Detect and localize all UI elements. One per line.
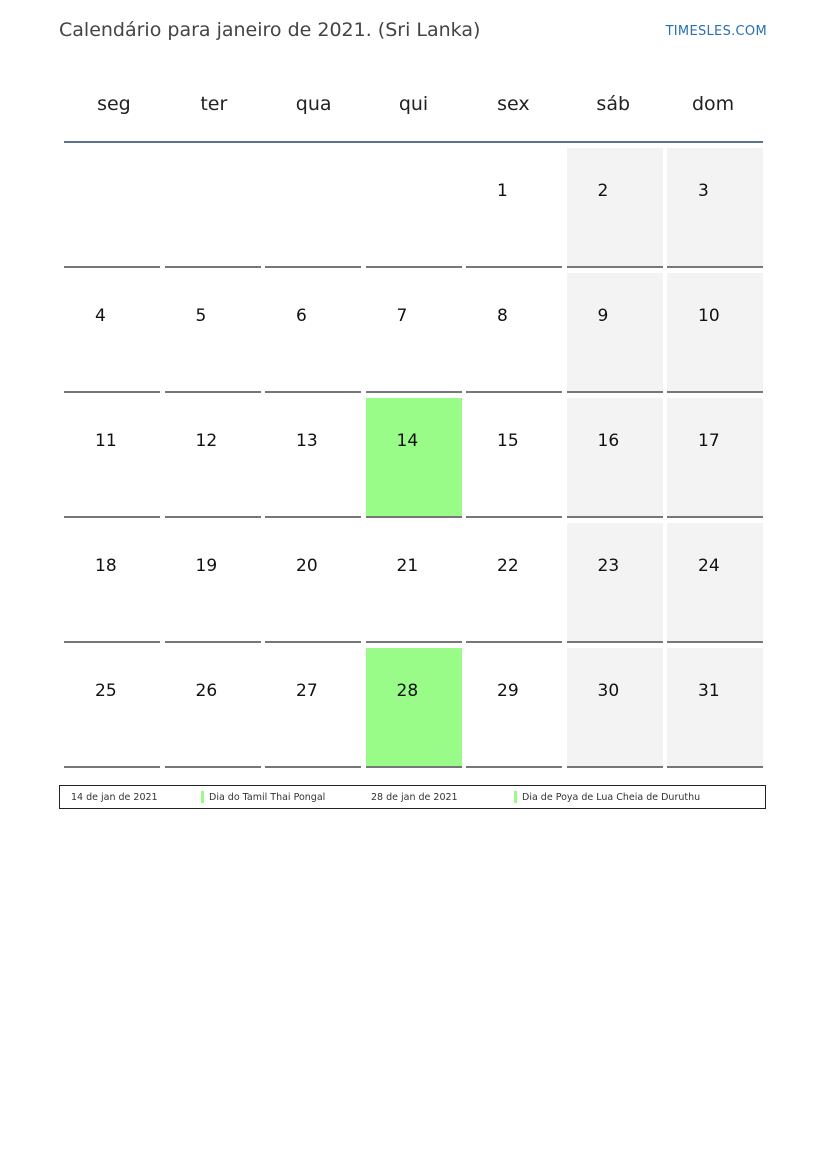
- day-cell-12[interactable]: [165, 398, 261, 518]
- day-number: 22: [497, 556, 519, 576]
- week-row: [64, 273, 763, 393]
- legend-swatch-1: [201, 791, 204, 803]
- day-number: 10: [698, 306, 720, 326]
- day-cell-25[interactable]: [64, 648, 160, 768]
- day-number: 17: [698, 431, 720, 451]
- day-cell-15[interactable]: [466, 398, 562, 518]
- empty-day-cell: [165, 148, 261, 268]
- legend-holiday-name-2: Dia de Poya de Lua Cheia de Duruthu: [522, 792, 701, 803]
- day-cell-23[interactable]: [567, 523, 663, 643]
- week-row: [64, 523, 763, 643]
- day-number: 24: [698, 556, 720, 576]
- day-number: 14: [396, 431, 419, 451]
- day-cell-30[interactable]: [567, 648, 663, 768]
- legend-swatch-2: [514, 791, 517, 803]
- day-cell-26[interactable]: [165, 648, 261, 768]
- holiday-legend: [59, 785, 766, 809]
- day-cell-1[interactable]: [466, 148, 562, 268]
- day-number: 7: [396, 306, 408, 326]
- day-cell-5[interactable]: [165, 273, 261, 393]
- day-cell-31[interactable]: [667, 648, 763, 768]
- day-number: 15: [497, 431, 519, 451]
- day-cell-24[interactable]: [667, 523, 763, 643]
- day-cell-16[interactable]: [567, 398, 663, 518]
- calendar-grid: [64, 75, 763, 773]
- day-cell-28[interactable]: [366, 648, 462, 768]
- day-cell-9[interactable]: [567, 273, 663, 393]
- legend-date-1: 14 de jan de 2021: [71, 792, 158, 803]
- weeks-container: [64, 148, 763, 768]
- day-cell-18[interactable]: [64, 523, 160, 643]
- weekday-sunday: dom: [691, 93, 735, 115]
- weekday-wednesday: qua: [295, 93, 332, 115]
- day-cell-22[interactable]: [466, 523, 562, 643]
- day-cell-10[interactable]: [667, 273, 763, 393]
- weekday-header-row: [64, 75, 763, 143]
- day-number: 25: [95, 681, 117, 701]
- day-cell-6[interactable]: [265, 273, 361, 393]
- day-cell-13[interactable]: [265, 398, 361, 518]
- empty-day-cell: [64, 148, 160, 268]
- day-number: 30: [597, 681, 620, 701]
- day-number: 23: [597, 556, 620, 576]
- day-cell-29[interactable]: [466, 648, 562, 768]
- day-cell-4[interactable]: [64, 273, 160, 393]
- day-number: 3: [698, 181, 709, 201]
- day-cell-8[interactable]: [466, 273, 562, 393]
- day-number: 2: [597, 181, 609, 201]
- day-cell-2[interactable]: [567, 148, 663, 268]
- day-cell-21[interactable]: [366, 523, 462, 643]
- page-title: Calendário para janeiro de 2021. (Sri Lanka): [59, 19, 481, 41]
- day-number: 27: [296, 681, 318, 701]
- day-number: 16: [597, 431, 620, 451]
- day-number: 6: [296, 306, 307, 326]
- day-cell-11[interactable]: [64, 398, 160, 518]
- day-cell-17[interactable]: [667, 398, 763, 518]
- day-number: 8: [497, 306, 508, 326]
- empty-day-cell: [265, 148, 361, 268]
- day-number: 9: [597, 306, 609, 326]
- weekday-saturday: sáb: [596, 93, 631, 115]
- day-number: 12: [195, 431, 218, 451]
- week-row: [64, 148, 763, 268]
- empty-day-cell: [366, 148, 462, 268]
- week-row: [64, 398, 763, 518]
- weekday-friday: sex: [497, 93, 530, 115]
- day-number: 26: [195, 681, 218, 701]
- day-number: 5: [195, 306, 207, 326]
- weekday-tuesday: ter: [200, 93, 228, 115]
- day-cell-20[interactable]: [265, 523, 361, 643]
- day-number: 18: [95, 556, 117, 576]
- day-number: 1: [497, 181, 508, 201]
- day-cell-7[interactable]: [366, 273, 462, 393]
- day-number: 28: [396, 681, 419, 701]
- day-number: 29: [497, 681, 519, 701]
- day-number: 31: [698, 681, 720, 701]
- legend-holiday-name-1: Dia do Tamil Thai Pongal: [209, 792, 326, 803]
- brand-link[interactable]: TIMESLES.COM: [665, 24, 767, 39]
- weekday-thursday: qui: [398, 93, 429, 115]
- day-number: 4: [95, 306, 106, 326]
- day-number: 21: [396, 556, 419, 576]
- legend-date-2: 28 de jan de 2021: [371, 792, 458, 803]
- day-cell-14[interactable]: [366, 398, 462, 518]
- day-number: 19: [195, 556, 218, 576]
- day-number: 11: [95, 431, 117, 451]
- day-cell-27[interactable]: [265, 648, 361, 768]
- week-row: [64, 648, 763, 768]
- weekday-monday: seg: [97, 93, 131, 115]
- day-cell-19[interactable]: [165, 523, 261, 643]
- day-number: 20: [296, 556, 318, 576]
- day-cell-3[interactable]: [667, 148, 763, 268]
- day-number: 13: [296, 431, 318, 451]
